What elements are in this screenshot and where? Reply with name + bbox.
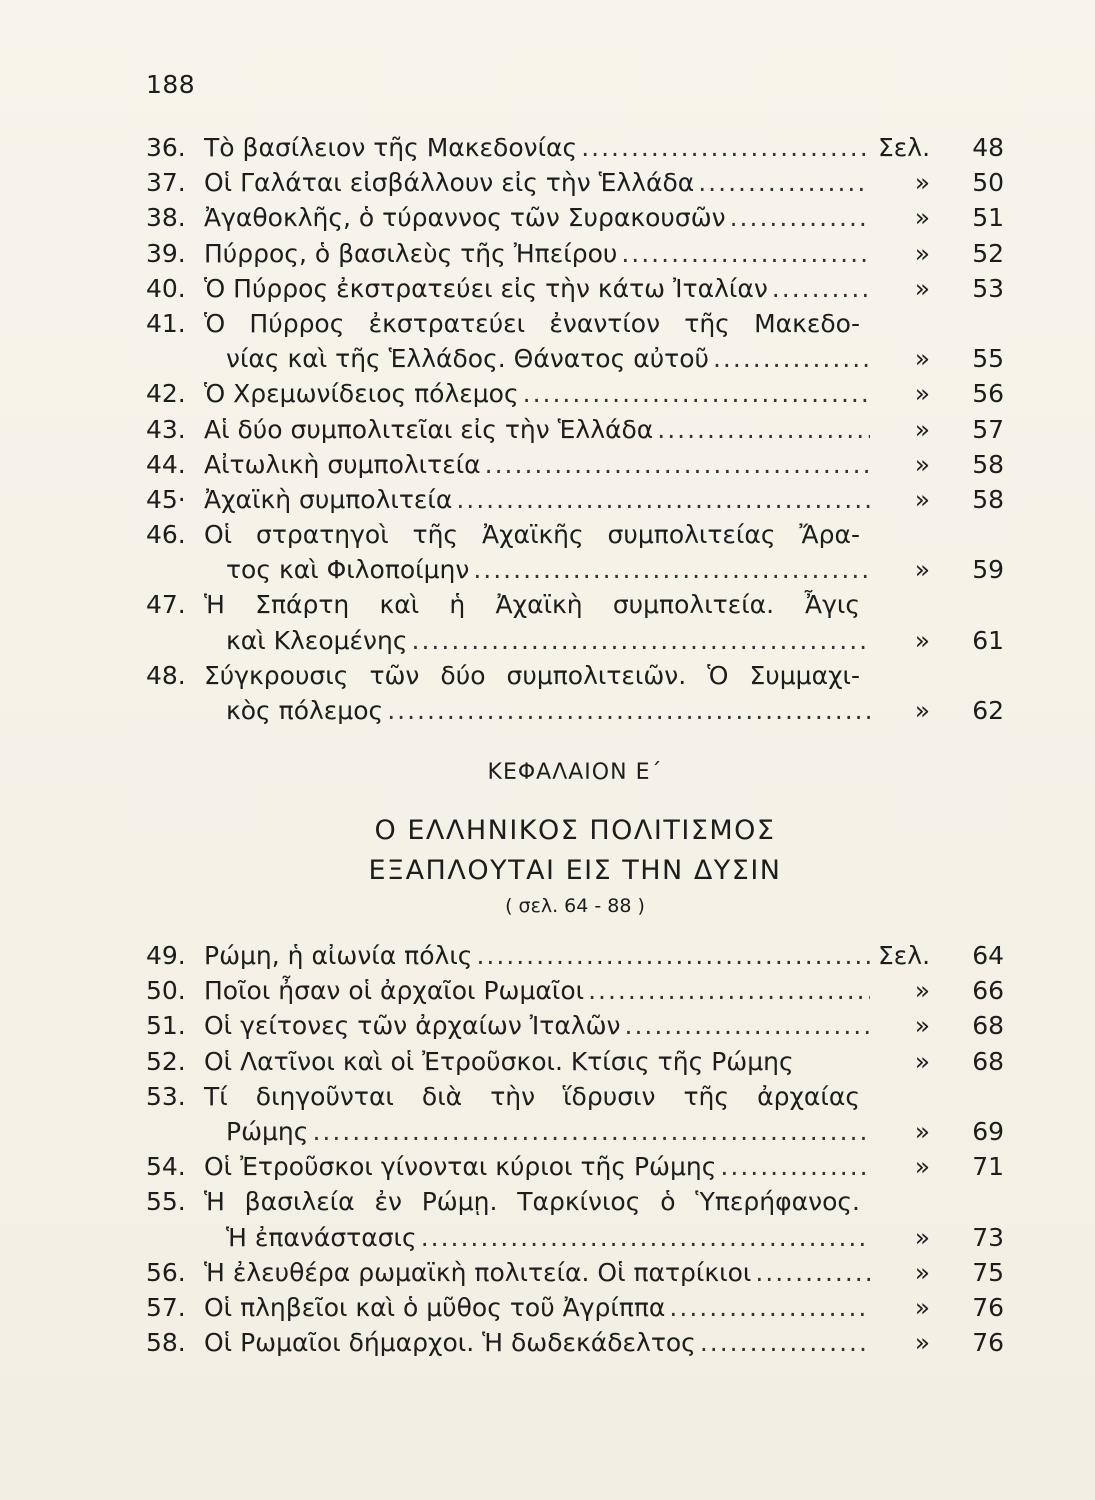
toc-entry [146,1008,1004,1043]
entry-title-line: Ὁ Πύρρος ἐκστρατεύει ἐναντίον τῆς Μακεδο- [204,308,860,338]
entry-title-line: Αἱ δύο συμπολιτεῖαι εἰς τὴν Ἑλλάδα [204,414,654,444]
entry-title-wrap [204,130,878,165]
toc-entry [146,236,1004,271]
dot-leader [523,376,870,411]
toc-entry [146,1325,1004,1360]
dot-leader [476,938,870,973]
entry-number: 54. [146,1152,186,1182]
page-ref-number: 53 [972,273,1004,303]
page-ref-marker: » [914,696,930,725]
toc-entry [146,1255,1004,1290]
entry-number: 45· [146,484,186,514]
toc-entry [146,447,1004,482]
page-ref-number: 59 [972,555,1004,585]
page-ref-number: 68 [972,1046,1004,1076]
toc-entry [146,973,1004,1008]
entry-number: 38. [146,203,186,233]
dot-leader [473,552,870,587]
page-ref-number: 56 [972,379,1004,409]
page-ref-number: 64 [972,941,1004,970]
toc-entry [146,517,1004,587]
entry-title-line: Ἡ βασιλεία ἐν Ρώμῃ. Ταρκίνιος ὁ Ὑπερήφανος. [204,1187,860,1217]
chapter-heading [146,760,1004,917]
entry-title-wrap [226,693,878,728]
page-ref-marker: » [914,414,930,444]
entry-title-line: Ἀχαϊκὴ συμπολιτεία [204,484,453,514]
toc-section-1 [146,130,1004,728]
entry-title-wrap [226,623,878,658]
page-ref-number: 62 [972,696,1004,725]
entry-title-line: Ὁ Χρεμωνίδειος πόλεμος [204,379,519,409]
page-ref-number: 71 [972,1152,1004,1182]
dot-leader [698,165,870,200]
page-ref-marker: » [914,1116,930,1146]
entry-number: 39. [146,238,186,268]
toc-entry [146,1184,1004,1254]
page-ref-marker: » [914,238,930,268]
entry-title-line: Οἱ Ἐτροῦσκοι γίνονται κύριοι τῆς Ρώμης [204,1152,717,1182]
page-ref-marker: » [914,484,930,514]
entry-number: 41. [146,308,186,338]
entry-number: 46. [146,520,186,550]
page-ref-number: 48 [972,133,1004,162]
page-ref-marker: » [914,449,930,479]
entry-number: 40. [146,273,186,303]
entry-title-wrap [204,482,878,517]
dot-leader [485,447,870,482]
dot-leader [621,236,870,271]
toc-entry [146,658,1004,728]
entry-title-wrap [204,447,878,482]
entry-title-line: Ἡ ἐλευθέρα ρωμαϊκὴ πολιτεία. Οἱ πατρίκιοι [204,1257,752,1287]
page-ref-marker: Σελ. [878,941,931,970]
entry-title-wrap [226,1114,878,1149]
entry-title-line: Πύρρος, ὁ βασιλεὺς τῆς Ἠπείρου [204,238,618,268]
toc-entry [146,482,1004,517]
entry-number: 56. [146,1257,186,1287]
page-ref-marker: » [914,625,930,655]
page-ref-marker: Σελ. [878,133,931,162]
entry-title-wrap [204,1325,878,1360]
dot-leader [669,1290,870,1325]
entry-title-line: Ποῖοι ἦσαν οἱ ἀρχαῖοι Ρωμαῖοι [204,976,585,1006]
page-ref-marker: » [914,203,930,233]
dot-leader [312,1114,870,1149]
page-ref-number: 58 [972,449,1004,479]
entry-title-wrap [226,341,878,376]
page-ref-marker: » [914,1292,930,1322]
entry-title-wrap [204,200,878,235]
page-ref-number: 52 [972,238,1004,268]
entry-title-line: νίας καὶ τῆς Ἑλλάδος. Θάνατος αὐτοῦ [226,344,709,374]
entry-title-line: Οἱ Γαλάται εἰσβάλλουν εἰς τὴν Ἑλλάδα [204,168,695,198]
page-ref-marker: » [914,1152,930,1182]
entry-title-line: Ρώμης [226,1116,309,1146]
entry-title-line: καὶ Κλεομένης [226,625,408,655]
chapter-title-line-2: ΕΞΑΠΛΟΥΤΑΙ ΕΙΣ ΤΗΝ ΔΥΣΙΝ [368,855,782,886]
page-ref-number: 76 [972,1292,1004,1322]
entry-number: 52. [146,1046,186,1076]
dot-leader [581,130,870,165]
toc-entry [146,1290,1004,1325]
entry-title-line: Τί διηγοῦνται διὰ τὴν ἵδρυσιν τῆς ἀρχαίας [204,1081,860,1111]
toc-entry [146,376,1004,411]
chapter-title-line-1: Ο ΕΛΛΗΝΙΚΟΣ ΠΟΛΙΤΙΣΜΟΣ [374,815,776,846]
entry-number: 48. [146,660,186,690]
entry-title-wrap [204,412,878,447]
entry-number: 37. [146,168,186,198]
entry-title-line: Ἡ ἐπανάστασις [226,1222,417,1252]
entry-title-line: Οἱ πληβεῖοι καὶ ὁ μῦθος τοῦ Ἀγρίππα [204,1292,666,1322]
toc-entry [146,200,1004,235]
page-ref-number: 66 [972,976,1004,1006]
dot-leader [755,1255,870,1290]
page-ref-marker: » [914,555,930,585]
entry-number: 43. [146,414,186,444]
toc-entry [146,1079,1004,1149]
entry-title-wrap [204,1044,878,1079]
page-ref-marker: » [914,344,930,374]
entry-title-line: Αἰτωλικὴ συμπολιτεία [204,449,481,479]
chapter-label: ΚΕΦΑΛΑΙΟΝ Ε΄ [487,760,663,785]
page-ref-number: 61 [972,625,1004,655]
page-ref-number: 51 [972,203,1004,233]
toc-entry [146,1044,1004,1079]
entry-number: 53. [146,1081,186,1111]
toc-entry [146,165,1004,200]
entry-title-line: κὸς πόλεμος [226,696,384,725]
dot-leader [720,1149,870,1184]
entry-title-line: Ὁ Πύρρος ἐκστρατεύει εἰς τὴν κάτω Ἰταλίαν [204,273,768,303]
entry-title-wrap [204,165,878,200]
page-ref-marker: » [914,273,930,303]
entry-title-wrap [204,1255,878,1290]
dot-leader [730,200,870,235]
entry-title-wrap [204,376,878,411]
toc-entry [146,587,1004,657]
entry-title-line: τος καὶ Φιλοποίμην [226,555,470,585]
page-ref-number: 69 [972,1116,1004,1146]
entry-title-line: Ἡ Σπάρτη καὶ ἡ Ἀχαϊκὴ συμπολιτεία. Ἆγις [204,590,860,620]
entry-number: 55. [146,1187,186,1217]
entry-number: 47. [146,590,186,620]
entry-title-wrap [204,236,878,271]
toc-entry [146,271,1004,306]
page-ref-number: 58 [972,484,1004,514]
chapter-page-range: ( σελ. 64 - 88 ) [505,895,645,917]
entry-number: 36. [146,133,186,162]
dot-leader [421,1220,870,1255]
toc-entry [146,938,1004,973]
page-ref-marker: » [914,1328,930,1358]
entry-number: 44. [146,449,186,479]
dot-leader [625,1008,871,1043]
page-ref-number: 76 [972,1328,1004,1358]
entry-title-line: Σύγκρουσις τῶν δύο συμπολιτειῶν. Ὁ Συμμαχι- [204,660,860,690]
page-ref-number: 75 [972,1257,1004,1287]
entry-number: 51. [146,1011,186,1041]
page-ref-marker: » [914,1222,930,1252]
dot-leader [387,693,870,728]
toc-entry [146,306,1004,376]
entry-title-line: Ρώμη, ἡ αἰωνία πόλις [204,941,473,970]
entry-number: 50. [146,976,186,1006]
entry-number: 42. [146,379,186,409]
page-ref-marker: » [914,168,930,198]
entry-title-wrap [226,552,878,587]
dot-leader [657,412,870,447]
dot-leader [588,973,870,1008]
entry-title-line: Οἱ στρατηγοὶ τῆς Ἀχαϊκῆς συμπολιτείας Ἄρα- [204,520,860,550]
entry-title-wrap [226,1220,878,1255]
page-ref-marker: » [914,1046,930,1076]
page-ref-marker: » [914,379,930,409]
entry-title-line: Τὸ βασίλειον τῆς Μακεδονίας [204,133,578,162]
toc-entry [146,412,1004,447]
entry-title-wrap [204,938,878,973]
toc-section-2 [146,938,1004,1360]
page-ref-marker: » [914,976,930,1006]
page-ref-number: 50 [972,168,1004,198]
dot-leader [713,341,870,376]
dot-leader [772,271,870,306]
entry-title-line: Ἀγαθοκλῆς, ὁ τύραννος τῶν Συρακουσῶν [204,203,726,233]
toc-entry [146,1149,1004,1184]
entry-title-wrap [204,271,878,306]
toc-entry [146,130,1004,165]
entry-number: 57. [146,1292,186,1322]
page-ref-number: 68 [972,1011,1004,1041]
dot-leader [456,482,870,517]
entry-title-wrap [204,1149,878,1184]
entry-title-line: Οἱ Λατῖνοι καὶ οἱ Ἐτροῦσκοι. Κτίσις τῆς Ρώμης [204,1046,794,1076]
page-ref-number: 55 [972,344,1004,374]
page-number: 188 [146,70,196,99]
page-ref-number: 57 [972,414,1004,444]
entry-number: 49. [146,941,186,970]
entry-title-line: Οἱ γείτονες τῶν ἀρχαίων Ἰταλῶν [204,1011,621,1041]
entry-title-wrap [204,973,878,1008]
page-ref-marker: » [914,1011,930,1041]
entry-number: 58. [146,1328,186,1358]
entry-title-wrap [204,1290,878,1325]
entry-title-wrap [204,1008,878,1043]
page-ref-marker: » [914,1257,930,1287]
page-ref-number: 73 [972,1222,1004,1252]
dot-leader [412,623,870,658]
dot-leader [700,1325,870,1360]
entry-title-line: Οἱ Ρωμαῖοι δήμαρχοι. Ἡ δωδεκάδελτος [204,1328,696,1358]
